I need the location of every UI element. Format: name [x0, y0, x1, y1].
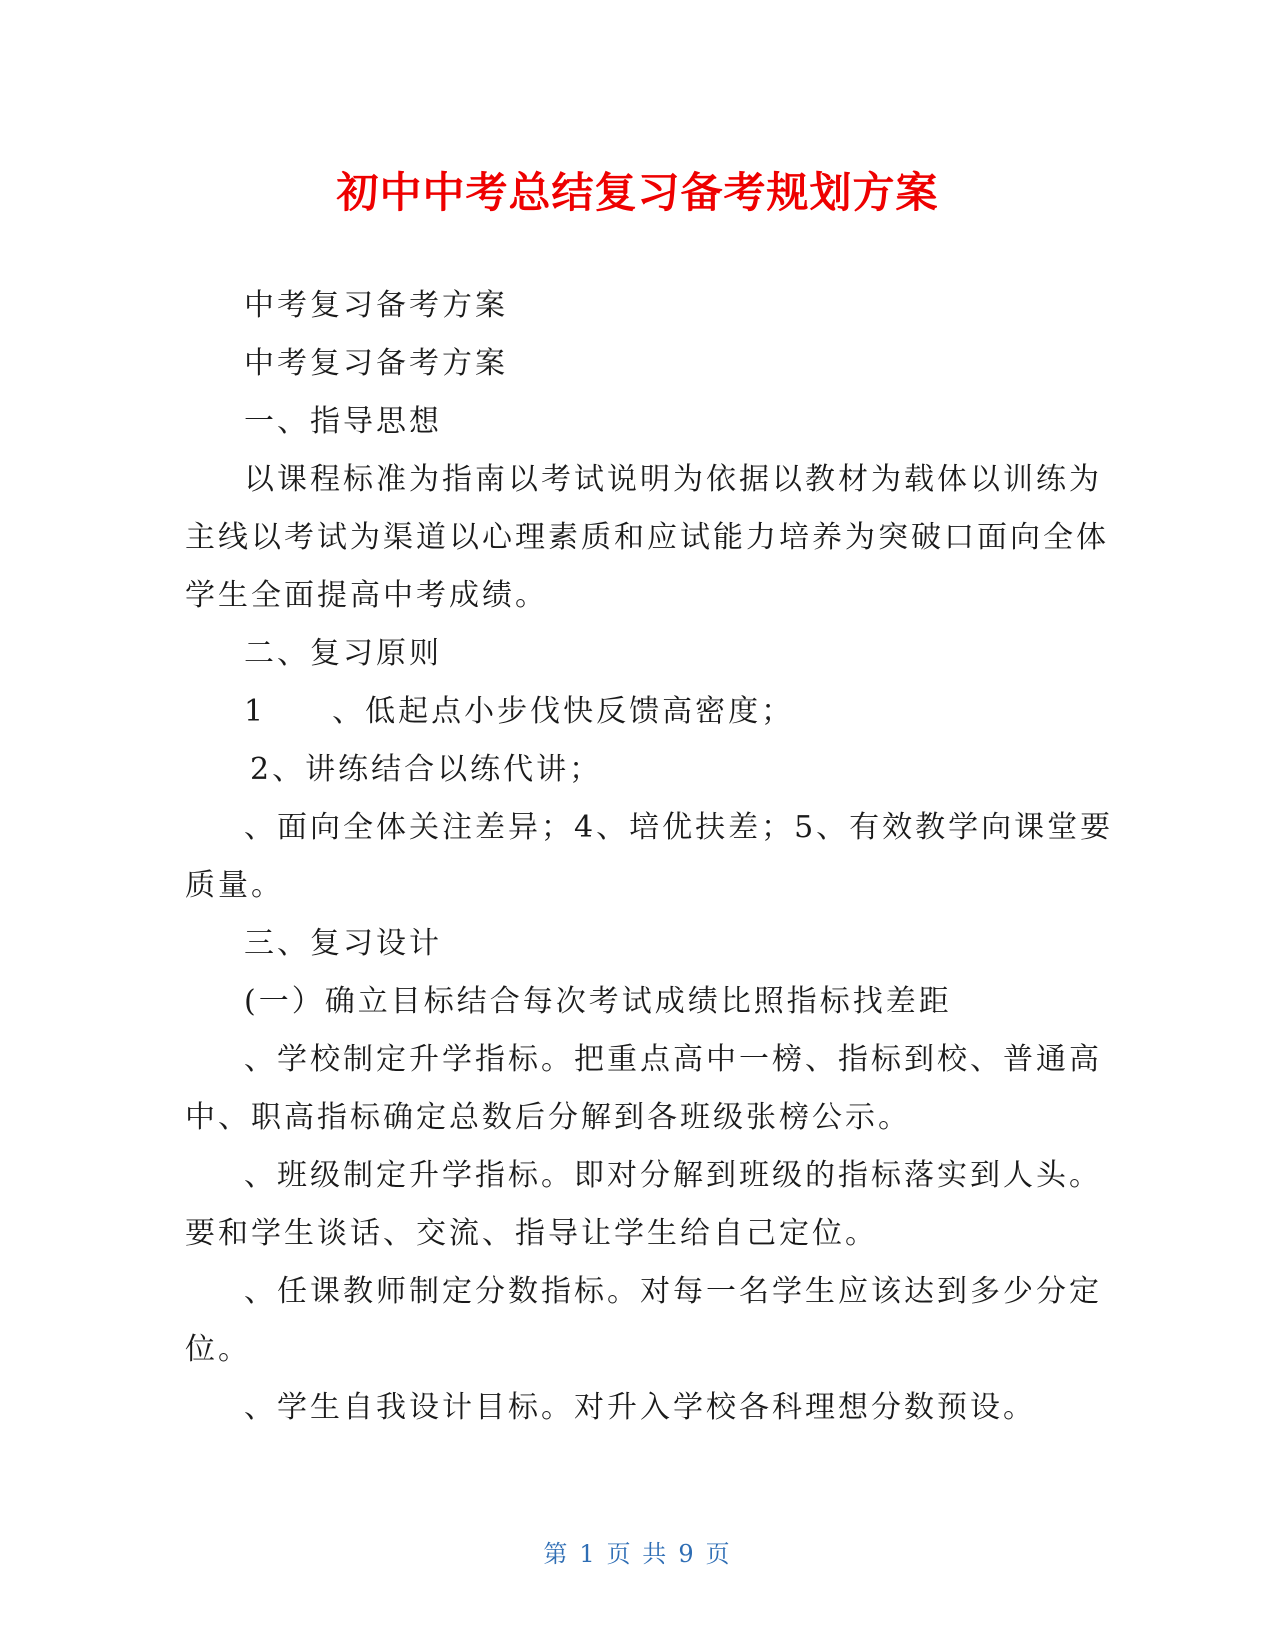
- paragraph-line: 主线以考试为渠道以心理素质和应试能力培养为突破口面向全体: [185, 520, 1109, 555]
- footer-middle: 页 共: [606, 1540, 669, 1568]
- paragraph-line: 、面向全体关注差异；4、培优扶差；5、有效教学向课堂要: [244, 810, 1114, 845]
- paragraph-line: 中考复习备考方案: [244, 288, 508, 323]
- section-heading: 三、复习设计: [244, 926, 442, 961]
- paragraph-line: 以课程标准为指南以考试说明为依据以教材为载体以训练为: [244, 462, 1102, 497]
- footer-suffix: 页: [705, 1540, 732, 1568]
- paragraph-line: 、班级制定升学指标。即对分解到班级的指标落实到人头。: [244, 1158, 1102, 1193]
- section-heading: 一、指导思想: [244, 404, 442, 439]
- paragraph-line: 质量。: [185, 868, 284, 903]
- list-item-text: 、低起点小步伐快反馈高密度；: [332, 694, 795, 729]
- paragraph-line: 中、职高指标确定总数后分解到各班级张榜公示。: [185, 1100, 911, 1135]
- page-footer: [0, 1534, 1275, 1569]
- paragraph-line: 、任课教师制定分数指标。对每一名学生应该达到多少分定: [244, 1274, 1102, 1309]
- paragraph-line: 中考复习备考方案: [244, 346, 508, 381]
- section-heading: 二、复习原则: [244, 636, 442, 671]
- document-title: 初中中考总结复习备考规划方案: [336, 168, 939, 217]
- paragraph-line: 、学校制定升学指标。把重点高中一榜、指标到校、普通高: [244, 1042, 1102, 1077]
- paragraph-line: 位。: [185, 1332, 251, 1367]
- list-item: 2、讲练结合以练代讲；: [250, 752, 603, 787]
- paragraph-line: 学生全面提高中考成绩。: [185, 578, 548, 613]
- list-item-number: 1: [244, 694, 267, 729]
- list-item: [244, 694, 794, 730]
- subsection-heading: (一）确立目标结合每次考试成绩比照指标找差距: [244, 984, 952, 1019]
- paragraph-line: 、学生自我设计目标。对升入学校各科理想分数预设。: [244, 1390, 1036, 1425]
- current-page-number: 1: [579, 1540, 597, 1568]
- total-page-count: 9: [678, 1540, 696, 1568]
- footer-prefix: 第: [543, 1540, 570, 1568]
- paragraph-line: 要和学生谈话、交流、指导让学生给自己定位。: [185, 1216, 878, 1251]
